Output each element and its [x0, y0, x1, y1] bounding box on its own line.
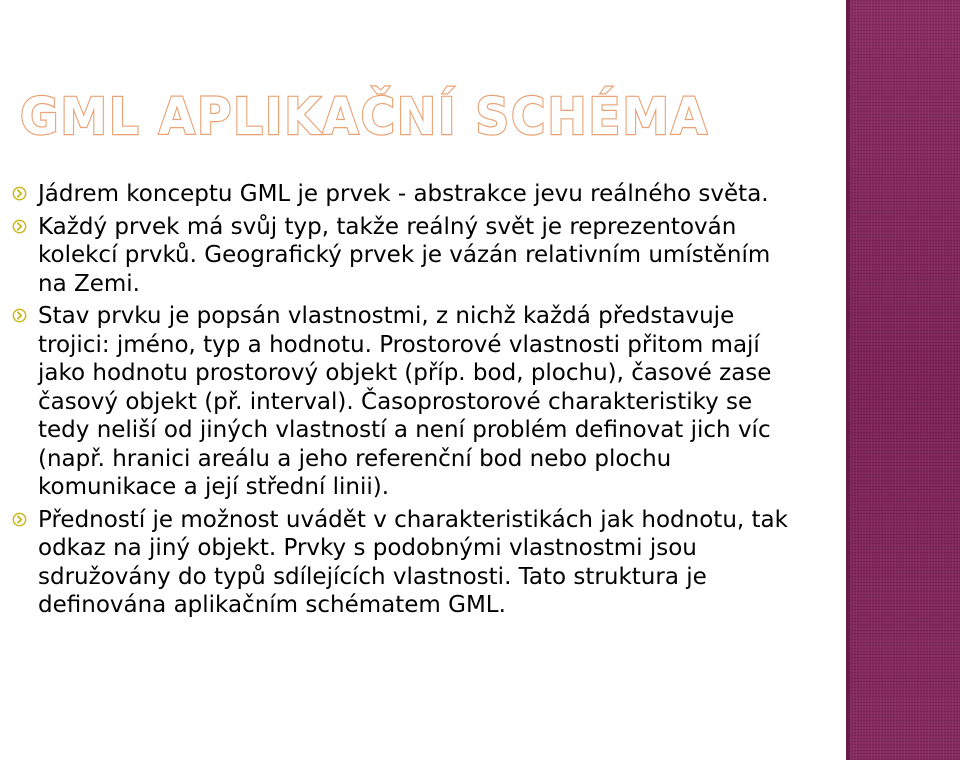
circle-chevron-right-icon [12, 219, 27, 234]
circle-chevron-right-icon [12, 308, 27, 323]
bullet-text: Každý prvek má svůj typ, takže reálný svět je reprezentován kolekcí prvků. Geografický prvek je vázán relativním umístěním na Zemi. [38, 213, 771, 297]
accent-side-bar [850, 0, 960, 760]
bullet-item [14, 213, 804, 299]
slide-title: GML APLIKAČNÍ SCHÉMA [20, 88, 710, 147]
bullet-item [14, 506, 804, 620]
bullet-list [14, 180, 804, 624]
bullet-item [14, 180, 804, 209]
bullet-item [14, 302, 804, 502]
circle-chevron-right-icon [12, 512, 27, 527]
bullet-text: Stav prvku je popsán vlastnostmi, z nichž každá představuje trojici: jméno, typ a hodnotu. Prostorové vlastnosti přitom mají jako hodnotu prostorový objekt (příp. bod, plochu), časové zase časový objekt (př. interval). Časoprostorové charakteristiky se tedy neliší od jiných vlastností a není problém definovat jich víc (např. hranici areálu a jeho referenční bod nebo plochu komunikace a její střední linii). [38, 303, 772, 500]
bullet-text: Předností je možnost uvádět v charakteristikách jak hodnotu, tak odkaz na jiný objekt. Prvky s podobnými vlastnostmi jsou sdružovány do typů sdílejících vlastnosti. Tato struktura je definována aplikačním schématem GML. [38, 506, 788, 618]
bullet-text: Jádrem konceptu GML je prvek - abstrakce jevu reálného světa. [38, 181, 769, 207]
circle-chevron-right-icon [12, 186, 27, 201]
